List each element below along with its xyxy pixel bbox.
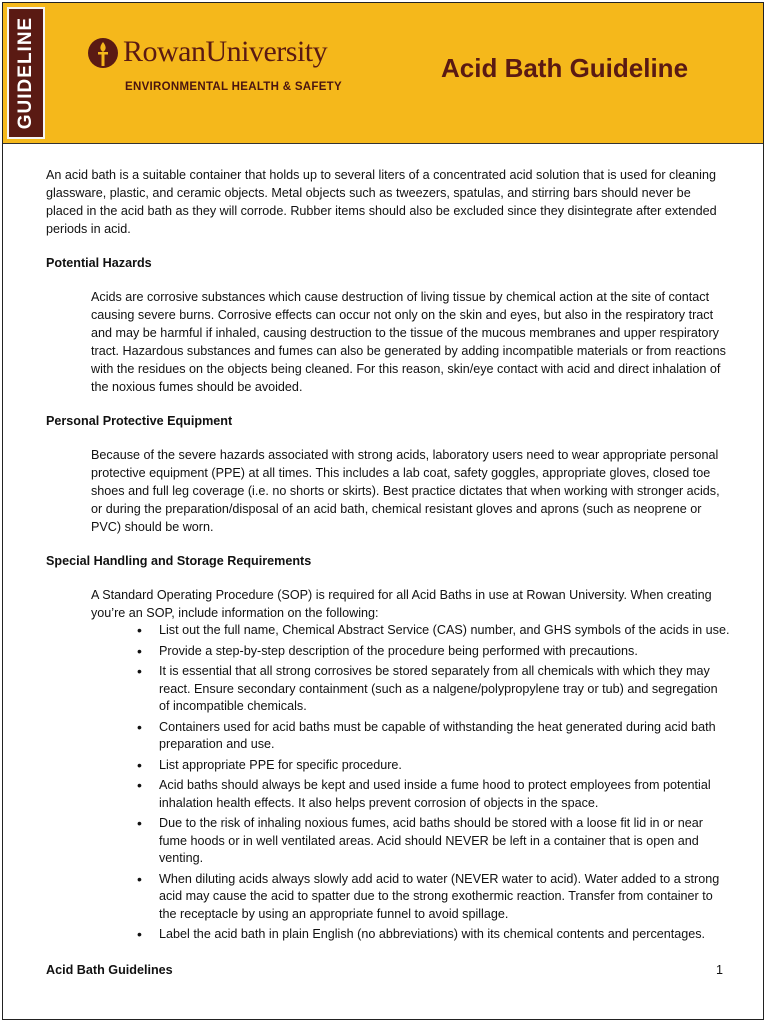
footer-title: Acid Bath Guidelines [46, 963, 173, 977]
list-item: • Label the acid bath in plain English (no abbreviations) with its chemical contents and percentages. [159, 926, 730, 944]
handling-list [46, 622, 730, 944]
university-name: RowanUniversity [123, 35, 328, 68]
intro-paragraph: An acid bath is a suitable container that holds up to several liters of a concentrated acid solution that is used for cleaning glassware, plastic, and ceramic objects. Metal objects such as tweezers, spatulas, and stirring bars should never be placed in the acid bath as they will corrode. Rubber items should also be excluded since they disintegrate after extended periods in acid. [46, 168, 717, 236]
guideline-tab-label: GUIDELINE [15, 16, 37, 130]
ppe-heading: Personal Protective Equipment [46, 414, 233, 428]
list-item: • Due to the risk of inhaling noxious fumes, acid baths should be stored with a loose fit lid in or near fume hoods or in well ventilated areas. Acid should NEVER be left in a container that is open and venting. [159, 815, 730, 868]
list-item: • Acid baths should always be kept and used inside a fume hood to protect employees from potential inhalation health effects. It also helps prevent corrosion of objects in the space. [159, 777, 730, 812]
handling-heading: Special Handling and Storage Requirements [46, 554, 312, 568]
rowan-logo [87, 35, 342, 99]
list-item: • List appropriate PPE for specific procedure. [159, 757, 730, 775]
page-title: Acid Bath Guideline [441, 53, 689, 83]
list-item: • Containers used for acid baths must be capable of withstanding the heat generated during acid bath preparation and use. [159, 719, 730, 754]
ppe-paragraph: Because of the severe hazards associated with strong acids, laboratory users need to wear appropriate personal protective equipment (PPE) at all times. This includes a lab coat, safety goggles, appropriate gloves, closed toe shoes and full leg coverage (i.e. no shorts or skirts). Best practice dictates that when working with stronger acids, or during the preparation/disposal of an acid bath, chemical resistant gloves and aprons (such as neoprene or PVC) should be worn. [91, 448, 720, 534]
guideline-tab [7, 7, 45, 139]
header-banner [3, 3, 763, 144]
list-item: • When diluting acids always slowly add acid to water (NEVER water to acid). Water added to a strong acid may cause the acid to spatter due to the strong exothermic reaction. Transfer from container to the receptacle by using an appropriate funnel to avoid spillage. [159, 871, 730, 924]
document-body [46, 166, 730, 947]
list-item: • List out the full name, Chemical Abstract Service (CAS) number, and GHS symbols of the acids in use. [159, 622, 730, 640]
department-name: ENVIRONMENTAL HEALTH & SAFETY [125, 81, 342, 93]
hazards-heading: Potential Hazards [46, 256, 152, 270]
document-page [2, 2, 764, 1020]
torch-icon [87, 37, 119, 71]
hazards-paragraph: Acids are corrosive substances which cause destruction of living tissue by chemical action at the site of contact causing severe burns. Corrosive effects can occur not only on the skin and eyes, but also in the respiratory tract and may be harmful if inhaled, causing destruction to the tissue of the mucous membranes and upper respiratory tract. Hazardous substances and fumes can also be generated by adding incompatible materials or from reactions with the residues on the objects being cleaned. For this reason, skin/eye contact with acid and direct inhalation of the noxious fumes should be avoided. [91, 290, 726, 394]
handling-paragraph: A Standard Operating Procedure (SOP) is required for all Acid Baths in use at Rowan University. When creating you’re an SOP, include information on the following: [91, 588, 712, 620]
list-item: • It is essential that all strong corrosives be stored separately from all chemicals with which they may react. Ensure secondary containment (such as a nalgene/polypropylene tray or tub) and segregation of incompatible chemicals. [159, 663, 730, 716]
page-number: 1 [715, 963, 723, 977]
list-item: • Provide a step-by-step description of the procedure being performed with precautions. [159, 643, 730, 661]
